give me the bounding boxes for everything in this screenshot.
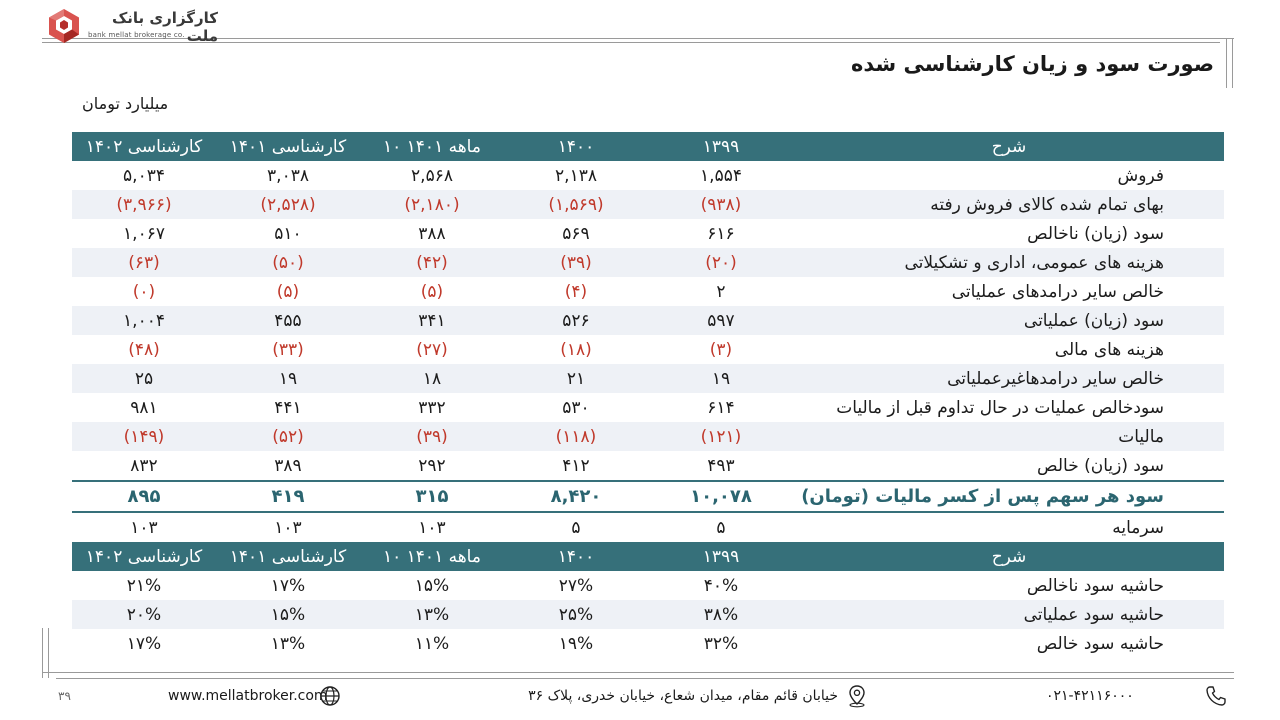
page-title: صورت سود و زیان کارشناسی شده	[850, 52, 1214, 76]
table-cell: ۱۰۳	[130, 517, 158, 538]
table-row	[72, 248, 1224, 277]
website-link[interactable]: www.mellatbroker.com	[168, 688, 328, 704]
table-cell: (۱۱۸)	[504, 422, 648, 451]
frame-line-right	[1226, 38, 1227, 88]
table-cell: ۴۹۳	[707, 455, 735, 476]
table-cell: (۲۰)	[648, 248, 794, 277]
table-cell: (۹۳۸)	[648, 190, 794, 219]
table-cell: (۳,۹۶۶)	[72, 190, 216, 219]
table-cell: ۲۵%	[504, 600, 648, 629]
table-cell: ۱۵%	[216, 600, 360, 629]
table-cell: (۶۳)	[72, 248, 216, 277]
table-cell: (۲,۱۸۰)	[360, 190, 504, 219]
table-cell: (۵۰)	[216, 248, 360, 277]
table-cell: ۵,۰۳۴	[123, 165, 165, 186]
table-cell: (۴۸)	[128, 339, 160, 360]
table-cell: ۱۳%	[360, 600, 504, 629]
table-cell: ۱۸	[360, 364, 504, 393]
table-cell: ۶۱۶	[707, 223, 735, 244]
table-cell: (۱,۵۶۹)	[504, 190, 648, 219]
row-label: مالیات	[794, 422, 1224, 451]
table-row	[72, 306, 1224, 335]
table-cell: ۴۱۲	[562, 455, 590, 476]
frame-line-top	[42, 38, 1234, 39]
row-label: خالص سایر درامدهای عملیاتی	[951, 281, 1164, 302]
table-cell: ۱۹	[648, 364, 794, 393]
table-cell: ۱۰۳	[274, 517, 302, 538]
row-label: حاشیه سود خالص	[1036, 633, 1164, 654]
logo-icon	[46, 8, 82, 44]
table-cell: ۵	[571, 517, 581, 538]
column-header: شرح	[794, 542, 1224, 571]
frame-line-left	[42, 628, 43, 678]
row-label: حاشیه سود عملیاتی	[794, 600, 1224, 629]
table-cell: (۱۸)	[560, 339, 592, 360]
phone-number: ۰۲۱-۴۲۱۱۶۰۰۰	[1046, 688, 1134, 704]
table-cell: ۱۰,۰۷۸	[648, 481, 794, 512]
eps-row	[72, 481, 1224, 512]
table-cell: (۳۹)	[360, 422, 504, 451]
table-cell: ۳۸۹	[274, 455, 302, 476]
table-cell: (۴۲)	[360, 248, 504, 277]
row-label: سرمایه	[1112, 517, 1164, 538]
table-cell: (۳)	[709, 339, 733, 360]
table-cell: ۱۹%	[558, 633, 594, 654]
table-header-row	[72, 132, 1224, 161]
table-cell: ۵۹۷	[648, 306, 794, 335]
table-cell: ۵۳۰	[562, 397, 590, 418]
row-label: سود هر سهم پس از کسر مالیات (تومان)	[794, 481, 1224, 512]
globe-icon	[318, 684, 342, 708]
row-label: سود (زیان) خالص	[1037, 455, 1164, 476]
row-label: هزینه های مالی	[1054, 339, 1164, 360]
table-row	[72, 629, 1224, 658]
table-row	[72, 571, 1224, 600]
table-cell: ۳۲%	[703, 633, 739, 654]
column-header: کارشناسی ۱۴۰۲	[72, 542, 216, 571]
row-label: حاشیه سود ناخالص	[1026, 575, 1164, 596]
table-cell: ۸۹۵	[72, 481, 216, 512]
margin-header-row	[72, 542, 1224, 571]
table-cell: ۲۹۲	[418, 455, 446, 476]
column-header: کارشناسی ۱۴۰۲	[72, 132, 216, 161]
row-label: سود (زیان) عملیاتی	[794, 306, 1224, 335]
row-label: خالص سایر درامدهاغیرعملیاتی	[794, 364, 1224, 393]
table-cell: ۴۵۵	[216, 306, 360, 335]
table-cell: ۱۳%	[270, 633, 306, 654]
column-header: کارشناسی ۱۴۰۱	[216, 542, 360, 571]
table-cell: ۲۷%	[558, 575, 594, 596]
frame-line-right-outer	[1232, 38, 1233, 88]
table-cell: ۱۱%	[414, 633, 450, 654]
table-cell: ۲,۱۳۸	[555, 165, 597, 186]
table-row	[72, 512, 1224, 542]
column-header: ۱۴۰۰	[504, 542, 648, 571]
frame-line-bottom-inner	[56, 678, 1234, 679]
table-cell: ۱,۵۵۴	[700, 165, 742, 186]
table-row	[72, 161, 1224, 190]
table-cell: ۸,۴۲۰	[504, 481, 648, 512]
table-cell: (۵)	[276, 281, 300, 302]
table-cell: ۴۴۱	[274, 397, 302, 418]
table-cell: ۵۱۰	[274, 223, 302, 244]
table-row	[72, 451, 1224, 481]
table-cell: ۲۱	[504, 364, 648, 393]
row-label: هزینه های عمومی، اداری و تشکیلاتی	[794, 248, 1224, 277]
table-cell: ۲۱%	[126, 575, 162, 596]
table-cell: ۳۸%	[648, 600, 794, 629]
table-row	[72, 335, 1224, 364]
column-header: ۱۰ ماهه ۱۴۰۱	[360, 542, 504, 571]
table-cell: ۲۵	[72, 364, 216, 393]
table-cell: ۱۷%	[126, 633, 162, 654]
row-label: سودخالص عملیات در حال تداوم قبل از مالیات	[836, 397, 1164, 418]
table-cell: (۰)	[132, 281, 156, 302]
table-cell: (۵)	[420, 281, 444, 302]
table-cell: ۴۱۹	[216, 481, 360, 512]
page-number: ۳۹	[58, 689, 71, 703]
table-cell: ۹۸۱	[130, 397, 158, 418]
location-pin-icon	[846, 684, 868, 708]
table-cell: (۵۲)	[216, 422, 360, 451]
unit-label: میلیارد تومان	[82, 94, 169, 113]
table-cell: ۵۲۶	[504, 306, 648, 335]
table-cell: ۱,۰۰۴	[72, 306, 216, 335]
table-cell: ۳۳۲	[418, 397, 446, 418]
column-header: ۱۴۰۰	[504, 132, 648, 161]
row-label: بهای تمام شده کالای فروش رفته	[794, 190, 1224, 219]
table-row	[72, 219, 1224, 248]
table-cell: ۱,۰۶۷	[123, 223, 165, 244]
table-cell: ۱۰۳	[418, 517, 446, 538]
phone-icon	[1204, 684, 1228, 708]
table-row	[72, 364, 1224, 393]
table-cell: (۲۷)	[416, 339, 448, 360]
table-cell: ۵۶۹	[562, 223, 590, 244]
frame-line-left-inner	[48, 628, 49, 678]
column-header: کارشناسی ۱۴۰۱	[216, 132, 360, 161]
table-row	[72, 277, 1224, 306]
table-cell: ۳۴۱	[360, 306, 504, 335]
frame-line-top-inner	[42, 42, 1220, 43]
table-cell: ۱۷%	[270, 575, 306, 596]
table-cell: (۳۹)	[504, 248, 648, 277]
table-cell: ۲۰%	[72, 600, 216, 629]
table-cell: ۲,۵۶۸	[411, 165, 453, 186]
table-cell: ۳۱۵	[360, 481, 504, 512]
table-cell: ۳۸۸	[418, 223, 446, 244]
column-header: ۱۳۹۹	[648, 132, 794, 161]
table-cell: ۲	[716, 281, 726, 302]
table-cell: (۳۳)	[272, 339, 304, 360]
column-header: ۱۳۹۹	[648, 542, 794, 571]
table-cell: (۱۴۹)	[72, 422, 216, 451]
table-row	[72, 422, 1224, 451]
table-cell: ۳,۰۳۸	[267, 165, 309, 186]
table-row	[72, 393, 1224, 422]
table-cell: (۴)	[564, 281, 588, 302]
table-cell: ۱۹	[216, 364, 360, 393]
address-text: خیابان قائم مقام، میدان شعاع، خیابان خدری، پلاک ۳۶	[528, 688, 838, 704]
table-cell: ۴۰%	[703, 575, 739, 596]
table-cell: ۱۵%	[414, 575, 450, 596]
income-statement-table	[72, 132, 1224, 658]
row-label: فروش	[1117, 165, 1164, 186]
frame-line-bottom	[42, 672, 1234, 673]
table-cell: ۶۱۴	[707, 397, 735, 418]
table-row	[72, 190, 1224, 219]
table-cell: (۲,۵۲۸)	[216, 190, 360, 219]
column-header: ۱۰ ماهه ۱۴۰۱	[360, 132, 504, 161]
table-cell: ۸۳۲	[130, 455, 158, 476]
logo-subtitle: bank mellat brokerage co.	[88, 31, 185, 39]
table-cell: ۵	[716, 517, 726, 538]
column-header: شرح	[794, 132, 1224, 161]
logo-title: کارگزاری بانک ملت	[111, 9, 218, 45]
table-cell: (۱۲۱)	[648, 422, 794, 451]
table-row	[72, 600, 1224, 629]
row-label: سود (زیان) ناخالص	[1027, 223, 1164, 244]
